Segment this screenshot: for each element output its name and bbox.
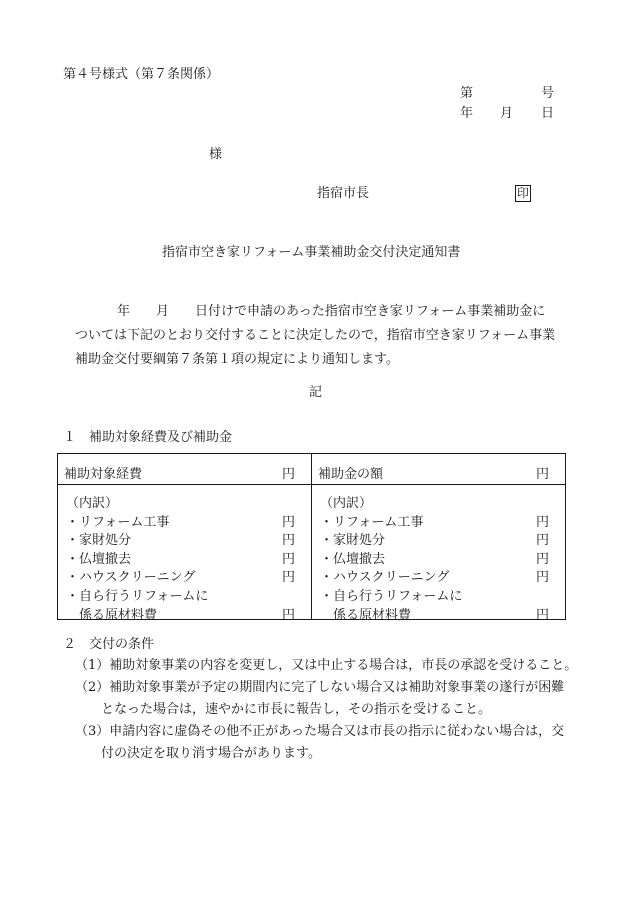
amount-row: （内訳） — [320, 496, 373, 511]
amount-breakdown-cell — [312, 485, 566, 623]
amount-row: ・リフォーム工事 円 — [320, 514, 549, 530]
amount-header-unit: 円 — [535, 467, 549, 482]
cost-row: ・ハウスクリーニング 円 — [66, 570, 295, 586]
cost-header-cell — [58, 454, 312, 485]
cost-row: 係る原材料費 円 — [66, 607, 295, 623]
amount-header-label: 補助金の額 — [318, 467, 384, 482]
amount-row: ・家財処分 円 — [320, 533, 549, 549]
condition-line: となった場合は，速やかに市長に報告し，その指示を受けること。 — [75, 702, 492, 717]
body-line: ついては下記のとおり交付することに決定したので，指宿市空き家リフォーム事業 — [75, 328, 556, 343]
amount-header-cell — [312, 454, 566, 485]
condition-line: （2）補助対象事業が予定の期間内に完了しない場合又は補助対象事業の遂行が困難 — [75, 680, 565, 695]
body-line: 補助金交付要綱第７条第１項の規定により通知します。 — [75, 352, 399, 367]
amount-row: ・仏壇撤去 円 — [320, 551, 549, 567]
cost-row: ・自ら行うリフォームに — [66, 588, 209, 604]
date-month: 月 — [500, 106, 514, 121]
date-year: 年 — [460, 106, 474, 121]
date-day: 日 — [541, 106, 555, 121]
seal-mark — [515, 185, 531, 202]
condition-line: （1）補助対象事業の内容を変更し，又は中止する場合は，市長の承認を受けること。 — [75, 658, 578, 673]
body-paragraph — [75, 300, 575, 372]
amount-row: ・自ら行うリフォームに — [320, 588, 463, 604]
cost-row: ・リフォーム工事 円 — [66, 514, 295, 530]
body-line: 年 月 日付けで申請のあった指宿市空き家リフォーム事業補助金に — [117, 304, 546, 319]
cost-row: （内訳） — [66, 496, 119, 511]
condition-line: 付の決定を取り消す場合があります。 — [75, 746, 321, 761]
subsidy-table — [57, 453, 566, 623]
doc-number-suffix: 号 — [541, 86, 555, 101]
amount-row: ・ハウスクリーニング 円 — [320, 570, 549, 586]
section-2-heading: ２ 交付の条件 — [63, 637, 155, 652]
ki-note: 記 — [309, 385, 323, 400]
form-identifier: 第４号様式（第７条関係） — [63, 67, 220, 82]
condition-line: （3）申請内容に虚偽その他不正があった場合又は市長の指示に従わない場合は，交 — [75, 724, 565, 739]
doc-number-prefix: 第 — [460, 86, 474, 101]
conditions-list — [75, 655, 578, 765]
section-1-heading: １ 補助対象経費及び補助金 — [63, 430, 233, 445]
seal-label: 印 — [515, 185, 531, 202]
document-title: 指宿市空き家リフォーム事業補助金交付決定通知書 — [162, 245, 461, 260]
cost-header-unit: 円 — [281, 467, 295, 482]
cost-header-label: 補助対象経費 — [64, 467, 143, 482]
addressee-honorific: 様 — [209, 147, 223, 162]
cost-row: ・仏壇撤去 円 — [66, 551, 295, 567]
cost-row: ・家財処分 円 — [66, 533, 295, 549]
sender-name: 指宿市長 — [317, 186, 370, 201]
amount-row: 係る原材料費 円 — [320, 607, 549, 623]
cost-breakdown-cell — [58, 485, 312, 623]
